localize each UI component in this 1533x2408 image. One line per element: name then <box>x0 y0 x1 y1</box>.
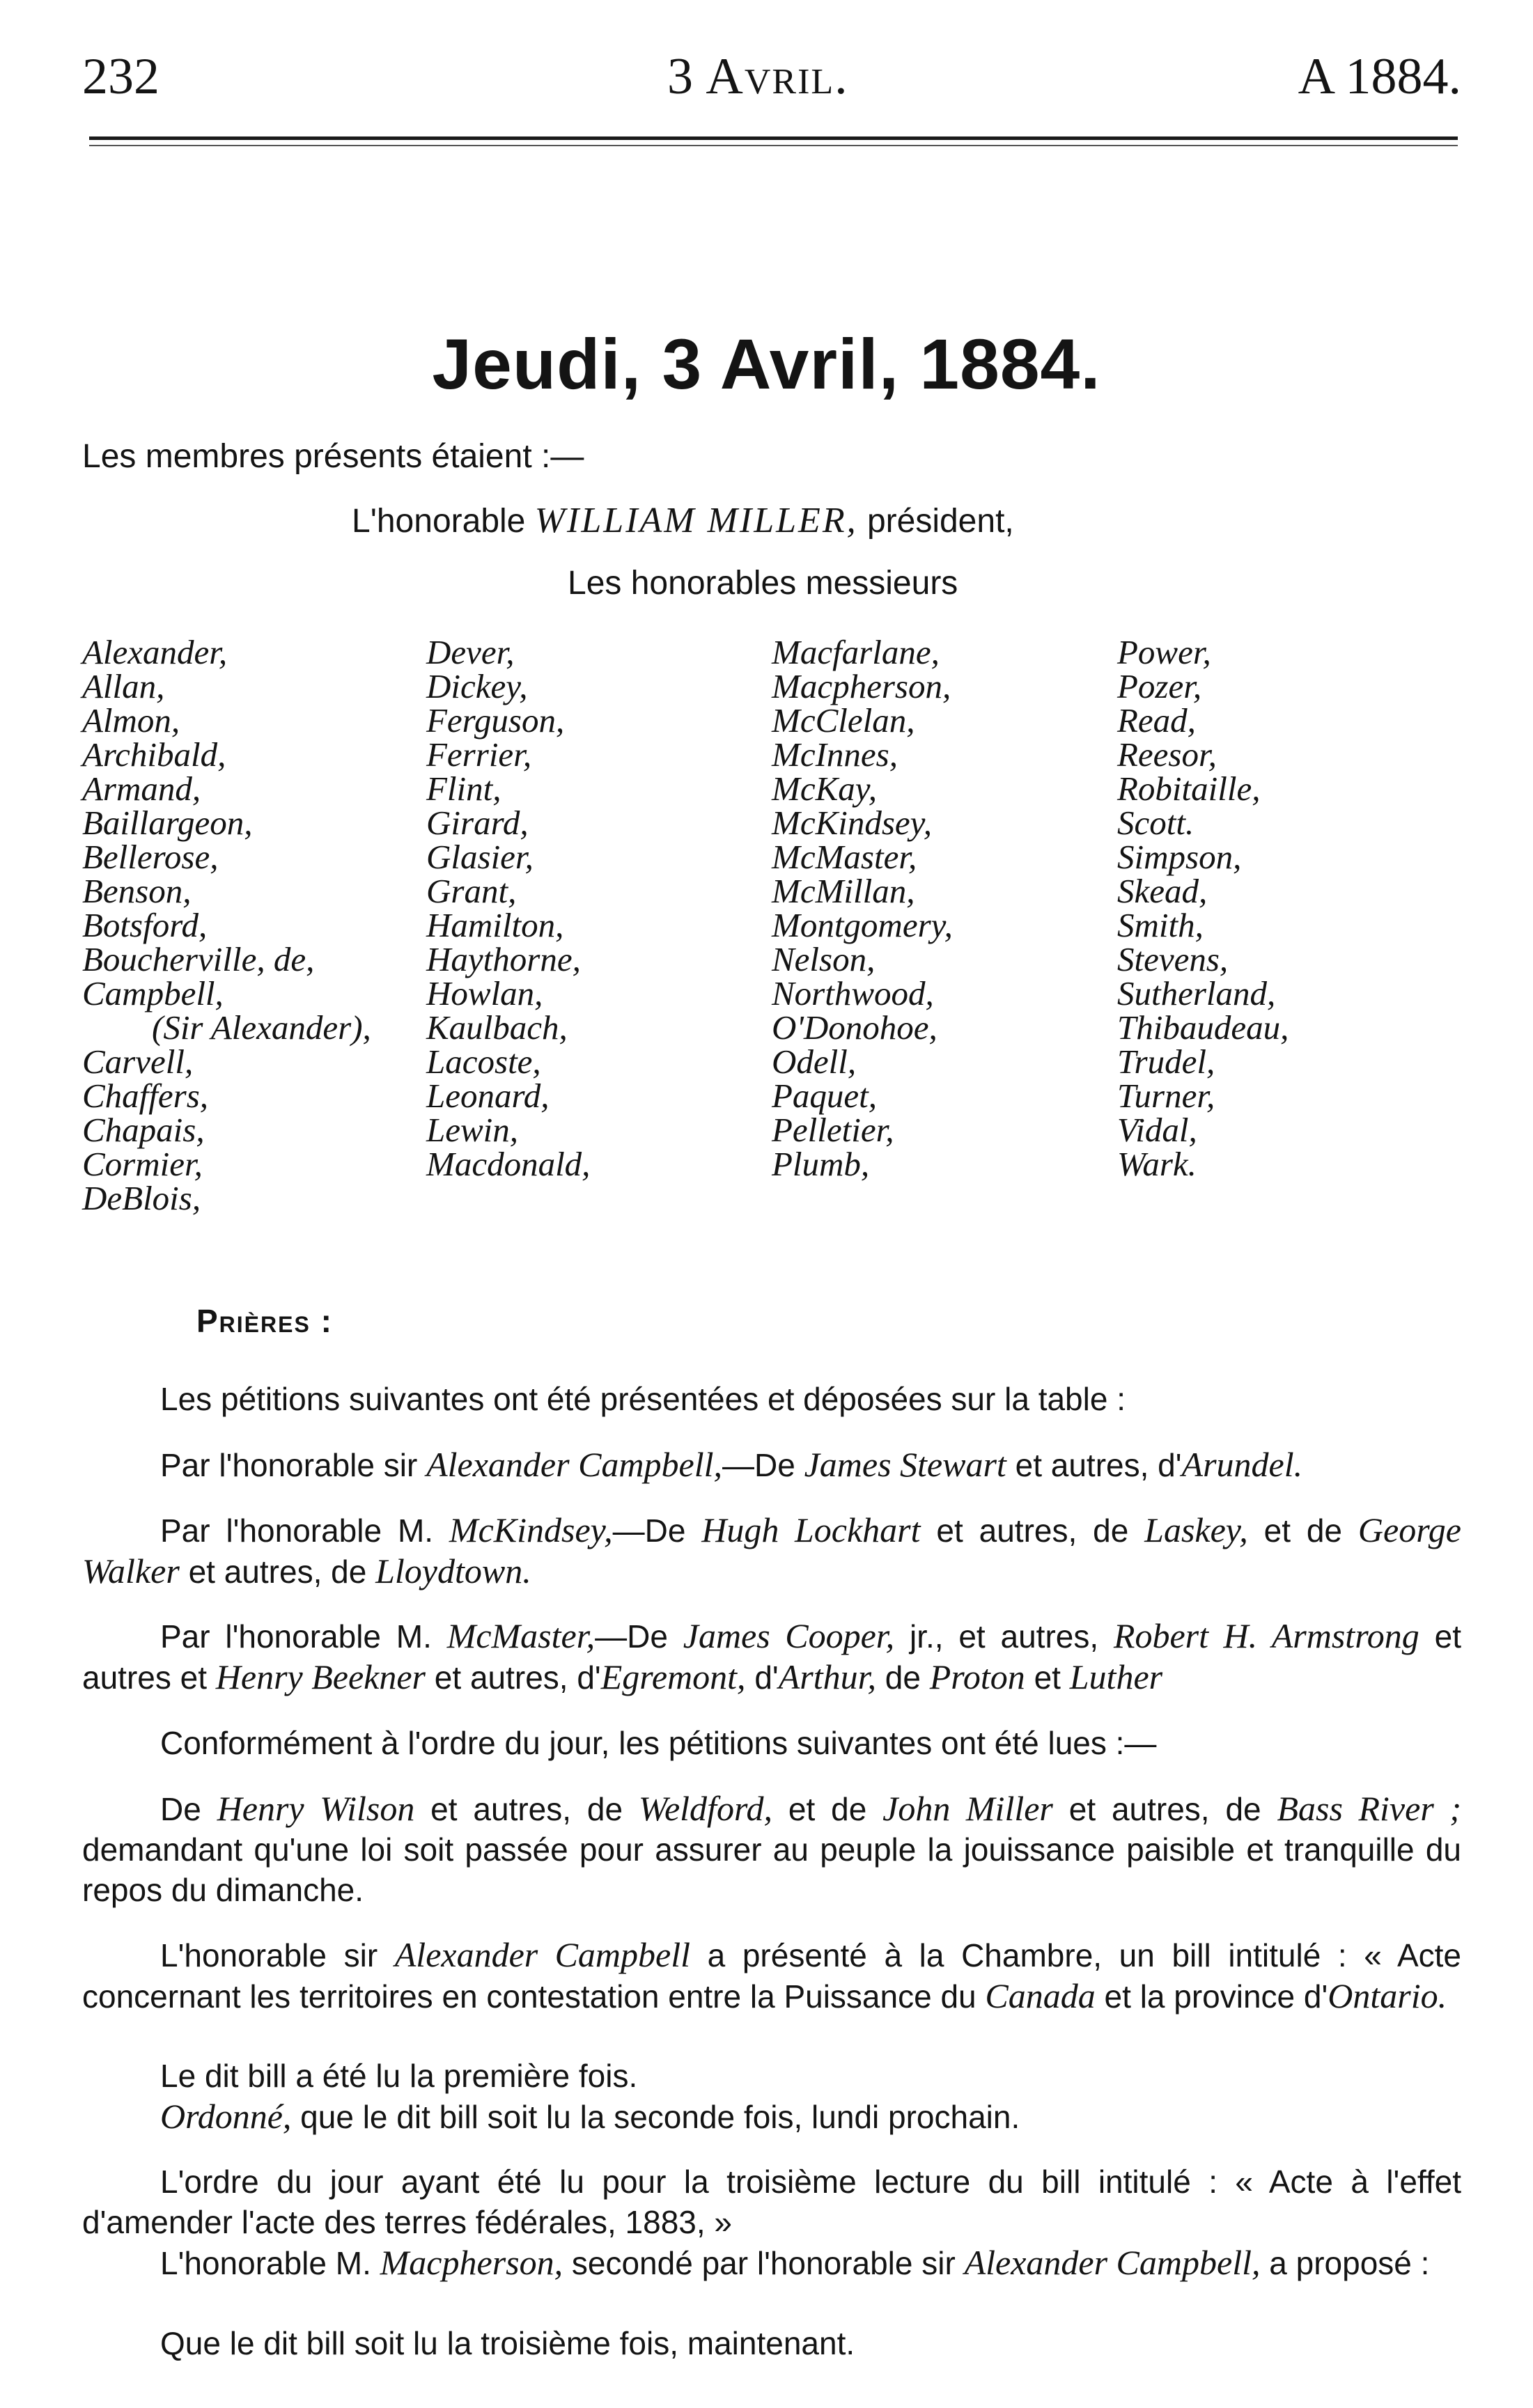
member-name: Archibald, <box>82 735 226 774</box>
member-name: Cormier, <box>82 1145 203 1183</box>
member-name: Macpherson, <box>380 2243 563 2282</box>
text-span: et de <box>1247 1512 1358 1549</box>
place-name: Weldford, <box>638 1789 773 1828</box>
ordered-word: Ordonné, <box>160 2097 292 2136</box>
member-name: Paquet, <box>772 1077 878 1115</box>
member-name: Wark. <box>1117 1145 1197 1183</box>
paragraph-order-of-day: L'ordre du jour ayant été lu pour la troisième lecture du bill intitulé : « Acte à l'effet d'amender l'acte des terres fédérales, 1883, » <box>82 2164 1461 2240</box>
place-name: Arthur, <box>778 1657 877 1696</box>
member-name: Northwood, <box>772 974 934 1013</box>
members-column-4 <box>1117 635 1289 1181</box>
member-name: Montgomery, <box>772 906 953 944</box>
member-name: Stevens, <box>1117 940 1229 978</box>
member-name: Pelletier, <box>772 1111 894 1149</box>
member-name: Macfarlane, <box>772 633 940 671</box>
member-name: Alexander, <box>82 633 228 671</box>
member-name: Pozer, <box>1117 667 1202 705</box>
member-name: Grant, <box>426 872 517 910</box>
paragraph-petition-wilson <box>82 1788 1461 1910</box>
member-name: McKay, <box>772 769 878 808</box>
text-span: a présenté à la Chambre, un bill intitulé : « Acte concernant les territoires en contestation entre la Puissance du <box>82 1937 1462 2015</box>
place-name: Canada <box>985 1976 1096 2015</box>
president-prefix: L'honorable <box>352 503 526 540</box>
member-name: Alexander Campbell <box>394 1935 691 1974</box>
place-name: Luther <box>1069 1657 1163 1696</box>
member-name: McInnes, <box>772 735 898 774</box>
text-span: —De <box>722 1447 804 1483</box>
paragraph-bill-presented <box>82 1934 1461 2017</box>
text-span: et autres, d' <box>426 1659 601 1696</box>
paragraph-motion <box>82 2242 1461 2283</box>
member-name: Flint, <box>426 769 501 808</box>
place-name: Proton <box>929 1657 1025 1696</box>
member-name: Ferrier, <box>426 735 532 774</box>
place-name: Egremont, <box>600 1657 746 1696</box>
text-span: et de <box>772 1791 883 1827</box>
president-title: président, <box>866 503 1014 540</box>
place-name: Lloydtown. <box>375 1551 531 1590</box>
place-name: Arundel. <box>1181 1445 1303 1484</box>
member-name: (Sir Alexander), <box>152 1008 371 1047</box>
members-column-2 <box>426 635 590 1181</box>
member-name: Hamilton, <box>426 906 564 944</box>
member-name: Reesor, <box>1117 735 1217 774</box>
place-name: Ontario. <box>1328 1976 1447 2015</box>
president-line <box>352 500 1014 541</box>
member-name: Nelson, <box>772 940 876 978</box>
members-intro: Les membres présents étaient :— <box>82 438 584 475</box>
paragraph-petition-campbell <box>82 1444 1461 1485</box>
paragraph-petitions-presented: Les pétitions suivantes ont été présentées et déposées sur la table : <box>160 1381 1126 1417</box>
place-name: Laskey, <box>1144 1510 1248 1549</box>
member-name: Skead, <box>1117 872 1208 910</box>
member-name: Kaulbach, <box>426 1008 568 1047</box>
member-name: Howlan, <box>426 974 543 1013</box>
text-span: L'honorable sir <box>160 1937 395 1973</box>
member-name: Chapais, <box>82 1111 205 1149</box>
member-name: Botsford, <box>82 906 208 944</box>
text-span: de <box>876 1659 930 1696</box>
member-name: Robitaille, <box>1117 769 1261 808</box>
member-name: Alexander Campbell, <box>426 1445 722 1484</box>
member-name: Dickey, <box>426 667 528 705</box>
member-name: DeBlois, <box>82 1179 201 1217</box>
text-span: et autres, de <box>1052 1791 1277 1827</box>
sitting-date-heading: Jeudi, 3 Avril, 1884. <box>432 325 1101 404</box>
member-name: Vidal, <box>1117 1111 1197 1149</box>
petitioner-name: Hugh Lockhart <box>701 1510 921 1549</box>
text-span: a proposé : <box>1260 2245 1430 2281</box>
petitioner-name: James Cooper, <box>683 1616 895 1655</box>
running-header <box>82 47 1461 117</box>
text-span: et autres, de <box>920 1512 1145 1549</box>
page-number: 232 <box>82 48 159 105</box>
text-span: —De <box>595 1618 683 1655</box>
members-column-1 <box>82 635 371 1215</box>
member-name: Carvell, <box>82 1042 194 1081</box>
petitioner-name: Henry Wilson <box>217 1789 415 1828</box>
member-name: Chaffers, <box>82 1077 209 1115</box>
member-name: O'Donohoe, <box>772 1008 937 1047</box>
member-name: Girard, <box>426 804 529 842</box>
text-span: demandant qu'une loi soit passée pour assurer au peuple la jouissance paisible et tranquille du repos du dimanche. <box>82 1831 1461 1908</box>
header-date: 3 Avril. <box>667 48 849 105</box>
text-span: Par l'honorable sir <box>160 1447 427 1483</box>
member-name: Dever, <box>426 633 515 671</box>
member-name: Leonard, <box>426 1077 550 1115</box>
member-name: Baillargeon, <box>82 804 253 842</box>
member-name: Allan, <box>82 667 165 705</box>
paragraph-petitions-read: Conformément à l'ordre du jour, les pétitions suivantes ont été lues :— <box>160 1725 1157 1761</box>
text-span: que le dit bill soit lu la seconde fois, lundi prochain. <box>291 2099 1020 2135</box>
text-span: Par l'honorable M. <box>160 1512 449 1549</box>
place-name: Bass River ; <box>1277 1789 1461 1828</box>
member-name: McKindsey, <box>449 1510 613 1549</box>
member-name: Glasier, <box>426 838 534 876</box>
member-name: Scott. <box>1117 804 1195 842</box>
president-name: WILLIAM MILLER, <box>534 501 858 540</box>
text-span: et autres et <box>82 1618 1461 1696</box>
text-span: et la province d' <box>1095 1978 1328 2015</box>
members-column-3 <box>772 635 953 1181</box>
paragraph-petition-mcmaster <box>82 1616 1461 1698</box>
text-span: jr., et autres, <box>894 1618 1114 1655</box>
member-name: Macdonald, <box>426 1145 591 1183</box>
paragraph-ordered <box>82 2096 1461 2137</box>
member-name: Odell, <box>772 1042 857 1081</box>
petitioner-name: Robert H. Armstrong <box>1113 1616 1419 1655</box>
messieurs-line: Les honorables messieurs <box>568 565 958 602</box>
member-name: Lacoste, <box>426 1042 541 1081</box>
member-name: Alexander Campbell, <box>964 2243 1261 2282</box>
header-year: A 1884. <box>1298 48 1461 105</box>
member-name: Sutherland, <box>1117 974 1276 1013</box>
member-name: Simpson, <box>1117 838 1242 876</box>
text-span: De <box>160 1791 217 1827</box>
member-name: McKindsey, <box>772 804 932 842</box>
text-span: et <box>1025 1659 1070 1696</box>
prayers-heading: Prières : <box>196 1303 333 1339</box>
member-name: Read, <box>1117 701 1196 740</box>
paragraph-third-reading: Que le dit bill soit lu la troisième fois, maintenant. <box>160 2325 855 2361</box>
member-name: Campbell, <box>82 974 224 1013</box>
petitioner-name: James Stewart <box>804 1445 1006 1484</box>
text-span: et autres, de <box>414 1791 639 1827</box>
member-name: Thibaudeau, <box>1117 1008 1289 1047</box>
member-name: McMaster, <box>772 838 917 876</box>
member-name: Power, <box>1117 633 1211 671</box>
header-rule <box>89 136 1458 140</box>
text-span: secondé par l'honorable sir <box>563 2245 965 2281</box>
member-name: Haythorne, <box>426 940 581 978</box>
member-name: Benson, <box>82 872 192 910</box>
member-name: Macpherson, <box>772 667 951 705</box>
petitioner-name: Henry Beekner <box>215 1657 426 1696</box>
text-span: Par l'honorable M. <box>160 1618 447 1655</box>
text-span: L'honorable M. <box>160 2245 380 2281</box>
paragraph-first-reading: Le dit bill a été lu la première fois. <box>160 2058 638 2094</box>
member-name: Armand, <box>82 769 201 808</box>
member-name: McMaster, <box>446 1616 596 1655</box>
member-name: Bellerose, <box>82 838 219 876</box>
member-name: Boucherville, de, <box>82 940 315 978</box>
member-name: Smith, <box>1117 906 1204 944</box>
petitioner-name: John Miller <box>882 1789 1053 1828</box>
member-name: Ferguson, <box>426 701 565 740</box>
text-span: et autres, d' <box>1006 1447 1182 1483</box>
member-name: Almon, <box>82 701 180 740</box>
paragraph-petition-mckindsey <box>82 1510 1461 1592</box>
member-name: Lewin, <box>426 1111 519 1149</box>
text-span: d' <box>745 1659 779 1696</box>
member-name: Turner, <box>1117 1077 1215 1115</box>
member-name: Trudel, <box>1117 1042 1215 1081</box>
member-name: McClelan, <box>772 701 915 740</box>
member-name: Plumb, <box>772 1145 870 1183</box>
member-name: McMillan, <box>772 872 915 910</box>
petitioner-name: George Walker <box>82 1510 1461 1590</box>
text-span: —De <box>612 1512 702 1549</box>
header-rule-thin <box>89 145 1458 146</box>
text-span: et autres, de <box>179 1554 376 1590</box>
